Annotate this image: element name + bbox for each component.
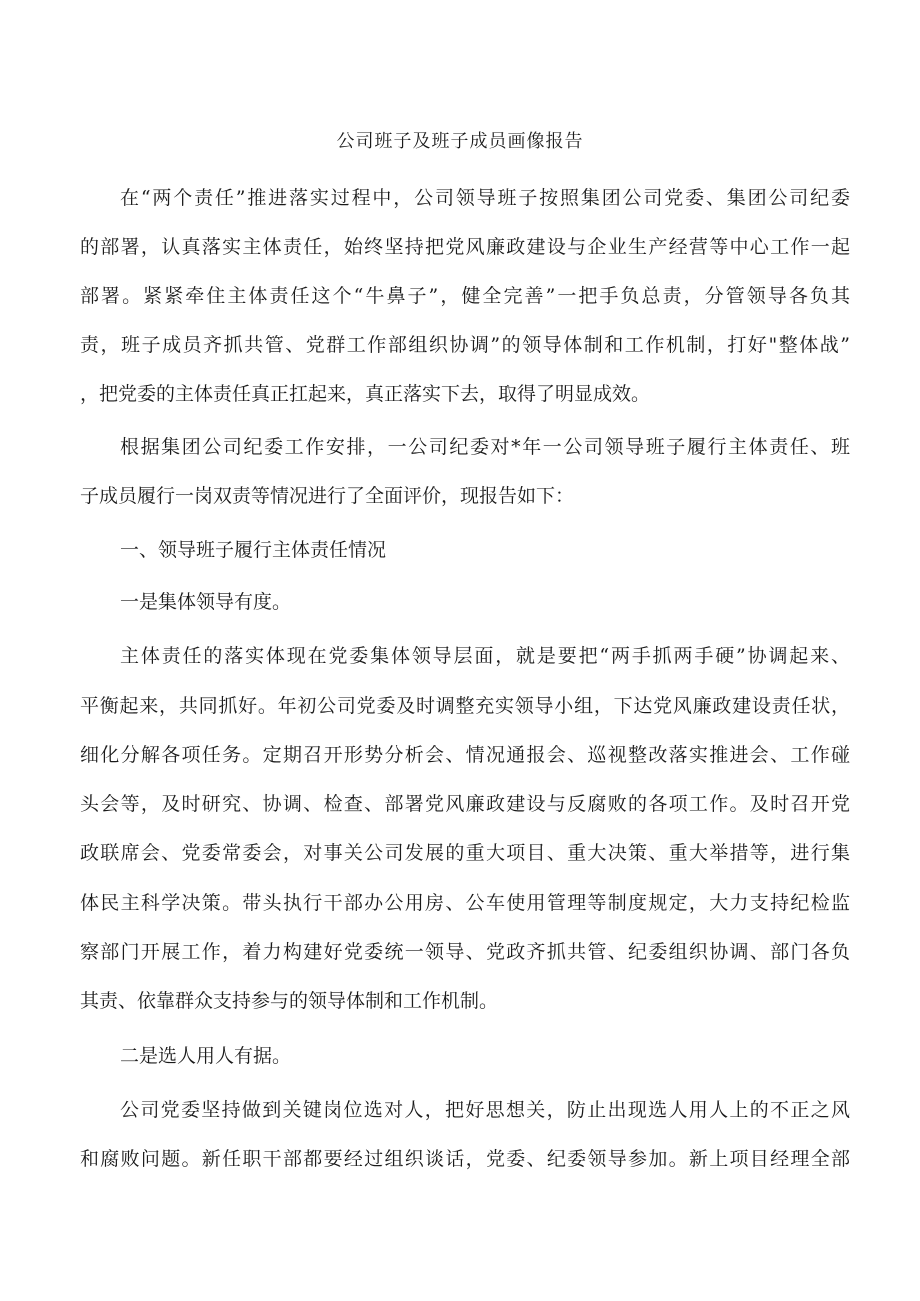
section-heading: 一、领导班子履行主体责任情况 [120,539,387,561]
paragraph-line: 其责、依靠群众支持参与的领导体制和工作机制。 [80,990,499,1012]
document-title: 公司班子及班子成员画像报告 [336,131,584,152]
paragraph-line: ，把党委的主体责任真正扛起来，真正落实下去，取得了明显成效。 [80,383,651,405]
subsection-heading: 一是集体领导有度。 [120,591,292,613]
paragraph-line: 细化分解各项任务。定期召开形势分析会、情况通报会、巡视整改落实推进会、工作碰 [80,744,850,766]
paragraph-line: 责，班子成员齐抓共管、党群工作部组织协调”的领导体制和工作机制，打好"整体战” [80,334,850,356]
paragraph-line: 平衡起来，共同抓好。年初公司党委及时调整充实领导小组，下达党风廉政建设责任状， [80,695,850,717]
paragraph-line: 部署。紧紧牵住主体责任这个“牛鼻子”，健全完善”一把手负总责，分管领导各负其 [80,285,850,307]
paragraph-line: 主体责任的落实体现在党委集体领导层面，就是要把“两手抓两手硬”协调起来、 [120,645,850,667]
paragraph-line: 和腐败问题。新任职干部都要经过组织谈话，党委、纪委领导参加。新上项目经理全部 [80,1148,850,1170]
paragraph-line: 的部署，认真落实主体责任，始终坚持把党风廉政建设与企业生产经营等中心工作一起 [80,236,850,258]
paragraph-line: 在“两个责任”推进落实过程中，公司领导班子按照集团公司党委、集团公司纪委 [120,187,850,209]
paragraph-line: 头会等，及时研究、协调、检查、部署党风廉政建设与反腐败的各项工作。及时召开党 [80,793,850,815]
subsection-heading: 二是选人用人有据。 [120,1045,292,1067]
paragraph-line: 政联席会、党委常委会，对事关公司发展的重大项目、重大决策、重大举措等，进行集 [80,842,850,864]
paragraph-line: 子成员履行一岗双责等情况进行了全面评价，现报告如下： [80,485,575,507]
paragraph-line: 察部门开展工作，着力构建好党委统一领导、党政齐抓共管、纪委组织协调、部门各负 [80,941,850,963]
paragraph-line: 公司党委坚持做到关键岗位选对人，把好思想关，防止出现选人用人上的不正之风 [120,1099,850,1121]
paragraph-line: 根据集团公司纪委工作安排，一公司纪委对*年一公司领导班子履行主体责任、班 [120,436,850,458]
paragraph-line: 体民主科学决策。带头执行干部办公用房、公车使用管理等制度规定，大力支持纪检监 [80,892,850,914]
